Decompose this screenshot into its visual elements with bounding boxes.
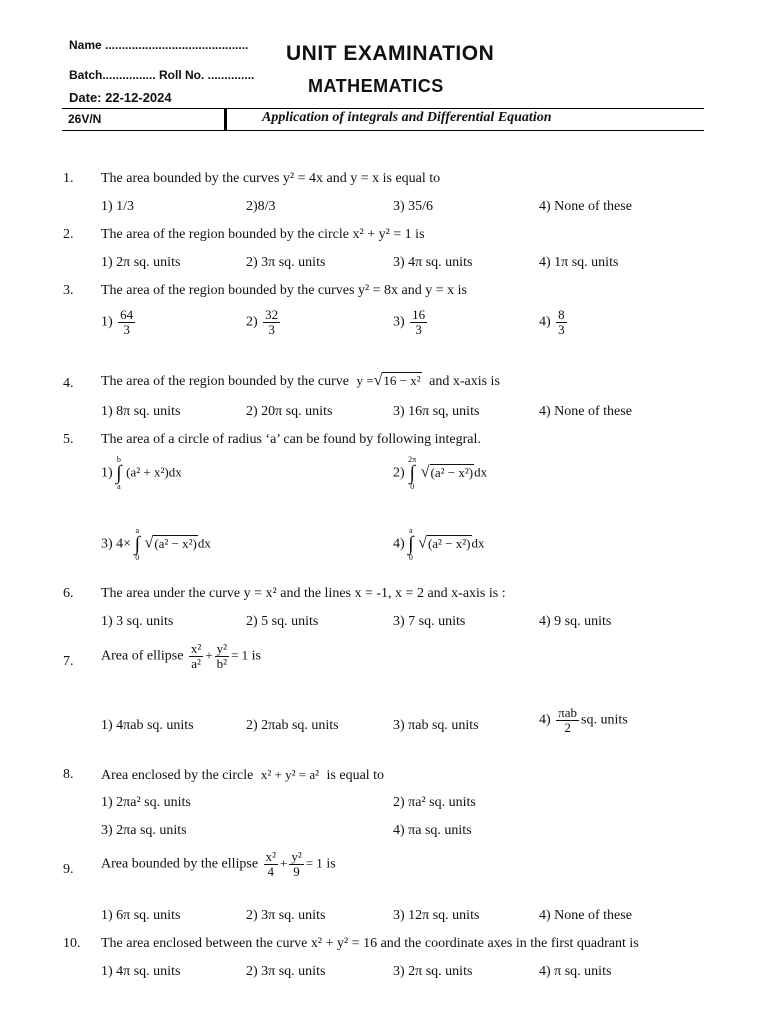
numerator: 16 xyxy=(412,307,426,322)
question-text xyxy=(101,642,261,670)
sqrt-icon: √ xyxy=(373,372,383,389)
lower-limit: 0 xyxy=(135,553,140,562)
option-3: 3) 35/6 xyxy=(393,199,434,214)
numerator: x² xyxy=(265,849,276,864)
batch-code: 26V/N xyxy=(68,112,102,126)
question-text: The area of a circle of radius ‘a’ can be found by following integral. xyxy=(101,432,481,447)
option-1: 1) 2πa² sq. units xyxy=(101,795,191,810)
option-prefix: 1) xyxy=(101,465,113,481)
plus-sign: + xyxy=(279,855,288,871)
option-2: 2) 2πab sq. units xyxy=(246,718,339,733)
option-2: 2) 20π sq. units xyxy=(246,404,333,419)
differential: dx xyxy=(474,464,488,480)
upper-limit: 2π xyxy=(408,455,417,464)
question-text-part: is xyxy=(251,648,262,664)
option-prefix: 2) xyxy=(393,465,405,481)
question-text-part: Area bounded by the ellipse xyxy=(101,856,259,872)
question-number: 8. xyxy=(63,767,74,782)
integral-icon: a ∫ 0 xyxy=(408,526,414,562)
fraction xyxy=(118,308,135,336)
option-prefix: 1) xyxy=(101,314,113,330)
integral-icon: 2π ∫ 0 xyxy=(408,455,417,491)
question-number: 3. xyxy=(63,283,74,298)
option-2 xyxy=(246,308,282,336)
question-text-part: The area of the region bounded by the curve xyxy=(101,374,350,389)
option-4: 4) None of these xyxy=(539,908,632,923)
option-4: 4) None of these xyxy=(539,404,632,419)
question-text: The area of the region bounded by the curves y² = 8x and y = x is xyxy=(101,283,467,298)
denominator: b² xyxy=(216,655,228,671)
denominator: 4 xyxy=(267,863,275,879)
option-4: 4) None of these xyxy=(539,199,632,214)
fraction xyxy=(189,642,203,670)
question-text-part: is equal to xyxy=(326,768,385,783)
option-4: 4) π sq. units xyxy=(539,964,612,979)
numerator: 8 xyxy=(558,307,565,322)
header-bottom-rule xyxy=(62,130,704,131)
denominator: 3 xyxy=(415,321,422,337)
fraction xyxy=(410,308,427,336)
numerator: 64 xyxy=(120,307,134,322)
option-3: 3) 16π sq, units xyxy=(393,404,480,419)
question-number: 4. xyxy=(63,376,74,391)
header-divider xyxy=(224,108,227,131)
question-text xyxy=(101,767,384,784)
question-text xyxy=(101,850,336,878)
option-4 xyxy=(393,527,485,562)
option-1: 1) 2π sq. units xyxy=(101,255,181,270)
upper-limit: a xyxy=(135,526,140,535)
upper-limit: a xyxy=(409,526,413,535)
exam-title: UNIT EXAMINATION xyxy=(286,42,495,65)
integrand: (a² − x²) xyxy=(154,535,197,551)
option-prefix: 3) 4× xyxy=(101,536,132,552)
option-1: 1) 4πab sq. units xyxy=(101,718,194,733)
plus-sign: + xyxy=(205,647,213,663)
option-2: 2) πa² sq. units xyxy=(393,795,476,810)
option-prefix: 4) xyxy=(393,536,405,552)
question-text: The area enclosed between the curve x² + y² = 16 and the coordinate axes in the first quadrant is xyxy=(101,936,639,951)
option-4: 4) πa sq. units xyxy=(393,823,472,838)
question-number: 5. xyxy=(63,432,74,447)
question-text: The area bounded by the curves y² = 4x and y = x is equal to xyxy=(101,171,441,186)
integrand: (a² − x²) xyxy=(430,464,474,480)
option-1: 1) 8π sq. units xyxy=(101,404,181,419)
sqrt-icon: √ xyxy=(420,463,430,481)
option-4: 4) 1π sq. units xyxy=(539,255,619,270)
topic-title: Application of integrals and Differential Equation xyxy=(262,110,552,125)
question-text: The area of the region bounded by the circle x² + y² = 1 is xyxy=(101,227,425,242)
fraction xyxy=(264,850,278,878)
numerator: x² xyxy=(190,641,202,656)
differential: dx xyxy=(471,535,485,551)
question-text: The area under the curve y = x² and the lines x = -1, x = 2 and x-axis is : xyxy=(101,586,506,601)
denominator: 2 xyxy=(564,719,571,735)
numerator: y² xyxy=(216,641,228,656)
denominator: 9 xyxy=(293,863,300,879)
option-prefix: 4) xyxy=(539,712,551,728)
question-number: 10. xyxy=(63,936,81,951)
question-text xyxy=(101,372,500,390)
option-3 xyxy=(101,527,211,562)
lower-limit: 0 xyxy=(408,553,413,562)
integrand: (a² − x²) xyxy=(427,535,471,551)
option-1: 1) 6π sq. units xyxy=(101,908,181,923)
option-3: 3) 12π sq. units xyxy=(393,908,480,923)
batch-roll-label: Batch................ Roll No. .............. xyxy=(69,68,255,82)
question-text-part: Area enclosed by the circle xyxy=(101,768,254,783)
question-number: 9. xyxy=(63,862,74,877)
numerator: y² xyxy=(291,849,302,864)
option-4 xyxy=(539,706,628,734)
denominator: 3 xyxy=(123,321,130,337)
fraction xyxy=(556,308,567,336)
fraction xyxy=(215,642,229,670)
question-number: 6. xyxy=(63,586,74,601)
integral-icon: a ∫ 0 xyxy=(134,526,141,562)
subject-title: MATHEMATICS xyxy=(308,76,444,96)
exam-date: Date: 22-12-2024 xyxy=(69,90,172,105)
option-prefix: 2) xyxy=(246,314,258,330)
numerator: πab xyxy=(558,705,578,720)
option-prefix: 4) xyxy=(539,314,551,330)
fraction xyxy=(289,850,303,878)
equation: x² + y² = a² xyxy=(260,767,320,782)
lower-limit: a xyxy=(117,482,121,491)
upper-limit: b xyxy=(116,455,121,464)
integrand: (a² + x²)dx xyxy=(126,464,182,480)
option-prefix: 3) xyxy=(393,314,405,330)
equation xyxy=(357,373,422,388)
question-text-part: and x-axis is xyxy=(429,374,500,389)
option-4: 4) 9 sq. units xyxy=(539,614,612,629)
unit-label: sq. units xyxy=(581,712,628,728)
denominator: 3 xyxy=(268,321,275,337)
denominator: a² xyxy=(191,655,201,671)
option-1 xyxy=(101,456,182,491)
option-1: 1) 3 sq. units xyxy=(101,614,174,629)
option-1: 1) 1/3 xyxy=(101,199,135,214)
sqrt-icon: √ xyxy=(418,534,427,552)
option-3: 3) 7 sq. units xyxy=(393,614,466,629)
question-number: 1. xyxy=(63,171,74,186)
option-3 xyxy=(393,308,429,336)
option-2: 2) 3π sq. units xyxy=(246,964,326,979)
option-1: 1) 4π sq. units xyxy=(101,964,181,979)
option-2: 2)8/3 xyxy=(246,199,276,214)
fraction xyxy=(263,308,280,336)
question-text-part: is xyxy=(326,856,336,872)
option-1 xyxy=(101,308,137,336)
question-number: 2. xyxy=(63,227,74,242)
option-2: 2) 3π sq. units xyxy=(246,255,326,270)
radicand: 16 − x² xyxy=(383,373,421,388)
name-field-label: Name ........................................... xyxy=(69,38,249,52)
option-4 xyxy=(539,308,569,336)
numerator: 32 xyxy=(265,307,279,322)
option-2: 2) 5 sq. units xyxy=(246,614,319,629)
option-2 xyxy=(393,456,487,491)
equals-one: = 1 xyxy=(305,855,323,871)
differential: dx xyxy=(197,535,211,551)
question-number: 7. xyxy=(63,654,74,669)
equation-lhs: y = xyxy=(356,373,374,388)
denominator: 3 xyxy=(558,321,565,337)
equals-one: = 1 xyxy=(231,647,249,663)
option-2: 2) 3π sq. units xyxy=(246,908,326,923)
option-3: 3) 2πa sq. units xyxy=(101,823,187,838)
header-top-rule xyxy=(62,108,704,109)
option-3: 3) 4π sq. units xyxy=(393,255,473,270)
lower-limit: 0 xyxy=(410,482,415,491)
question-text-part: Area of ellipse xyxy=(101,648,184,664)
fraction xyxy=(556,706,579,734)
sqrt-icon: √ xyxy=(144,534,154,552)
option-3: 3) 2π sq. units xyxy=(393,964,473,979)
option-3: 3) πab sq. units xyxy=(393,718,479,733)
integral-icon: b ∫ a xyxy=(116,455,122,491)
